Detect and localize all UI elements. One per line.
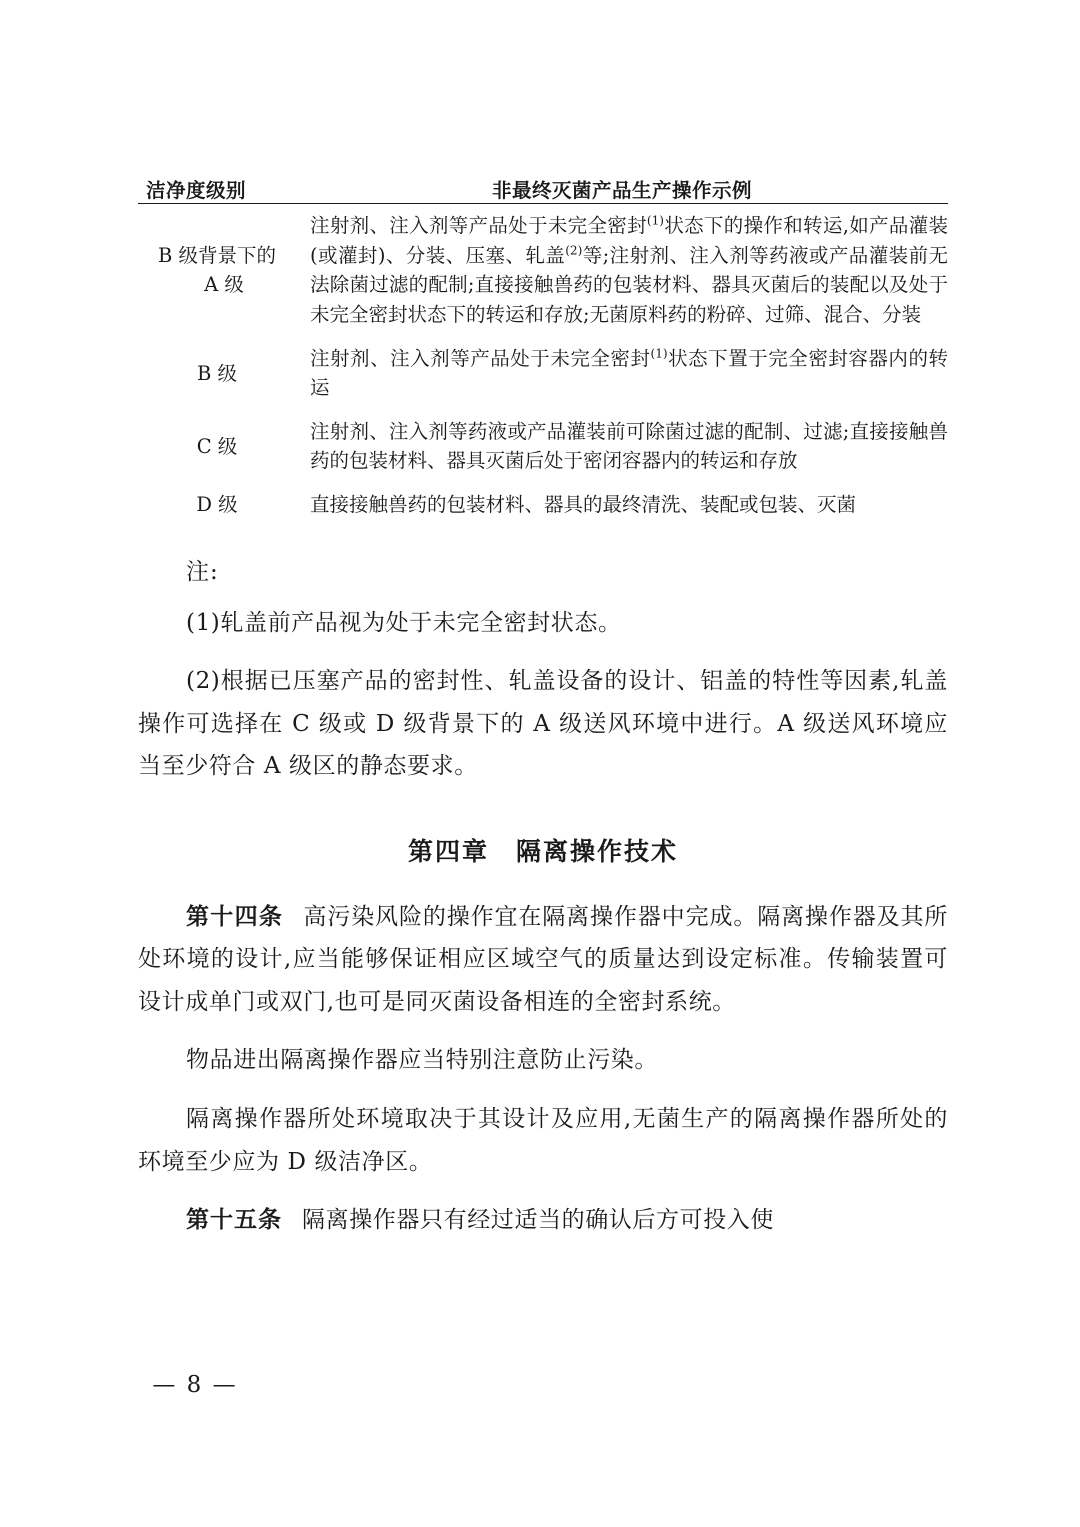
footnote-marker-1: (1) <box>646 213 665 228</box>
table-header-row <box>138 175 948 203</box>
operation-description: 注射剂、注入剂等药液或产品灌装前可除菌过滤的配制、过滤;直接接触兽药的包装材料、器具灭菌后处于密闭容器内的转运和存放 <box>310 419 948 473</box>
column-header-grade: 洁净度级别 <box>146 179 247 202</box>
table-row <box>138 337 948 410</box>
table-row <box>138 410 948 483</box>
paragraph-2: 隔离操作器所处环境取决于其设计及应用,无菌生产的隔离操作器所处的环境至少应为 D 级洁净区。 <box>138 1106 948 1175</box>
grade-label-line1: D 级 <box>196 493 238 517</box>
article-14-number: 第十四条 <box>186 903 284 930</box>
article-15-number: 第十五条 <box>186 1207 282 1234</box>
notes-label: 注: <box>186 558 219 585</box>
grade-label-line1: B 级 <box>196 361 238 385</box>
article-15-text: 隔离操作器只有经过适当的确认后方可投入使 <box>302 1207 774 1234</box>
paragraph-1: 物品进出隔离操作器应当特别注意防止污染。 <box>186 1047 658 1074</box>
grade-label-line1: B 级背景下的 <box>157 244 277 267</box>
grade-label <box>138 410 296 483</box>
column-header-example: 非最终灭菌产品生产操作示例 <box>491 179 752 202</box>
operation-description: 直接接触兽药的包装材料、器具的最终清洗、装配或包装、灭菌 <box>310 493 857 516</box>
table-row <box>138 204 948 337</box>
operation-description: 注射剂、注入剂等产品处于未完全密封$^{(1)}$状态下置于完全密封容器内的转运 <box>310 346 948 400</box>
grade-label-line1: C 级 <box>196 434 238 458</box>
grade-label-line2: A 级 <box>204 273 244 297</box>
grade-label <box>138 483 296 527</box>
page-number: — 8 — <box>152 1372 238 1398</box>
page-content <box>138 175 948 1242</box>
footnote-marker-1: (1) <box>650 346 668 360</box>
table-row <box>138 483 948 527</box>
grade-label <box>138 204 296 337</box>
article-14 <box>138 896 948 1024</box>
note-item-2: (2)根据已压塞产品的密封性、轧盖设备的设计、铝盖的特性等因素,轧盖操作可选择在 C 级或 D 级背景下的 A 级送风环境中进行。A 级送风环境应当至少符合 A 级区的静态要求。 <box>138 668 948 780</box>
article-14-text: 高污染风险的操作宜在隔离操作器中完成。隔离操作器及其所处环境的设计,应当能够保证相应区域空气的质量达到设定标准。传输装置可设计成单门或双门,也可是同灭菌设备相连的全密封系统。 <box>138 903 949 1015</box>
grade-label <box>138 337 296 410</box>
cleanliness-grade-table <box>138 175 948 527</box>
note-item-1: (1)轧盖前产品视为处于未完全密封状态。 <box>186 609 622 636</box>
article-15 <box>138 1199 948 1242</box>
page-footer <box>0 1372 1080 1398</box>
chapter-title: 第四章 隔离操作技术 <box>407 836 678 866</box>
footnote-marker-2: (2) <box>565 243 583 258</box>
operation-description: 注射剂、注入剂等产品处于未完全密封$^{(1)}$状态下的操作和转运,如产品灌装(或灌封)、分装、压塞、轧盖$^{(2)}$等;注射剂、注入剂等药液或产品灌装前无法除菌过滤的配制;直接接触兽药的包装材料、器具灭菌后的装配以及处于未完全密封状态下的转运和存放;无菌原料药的粉碎、过筛、混合、分装 <box>310 213 948 326</box>
